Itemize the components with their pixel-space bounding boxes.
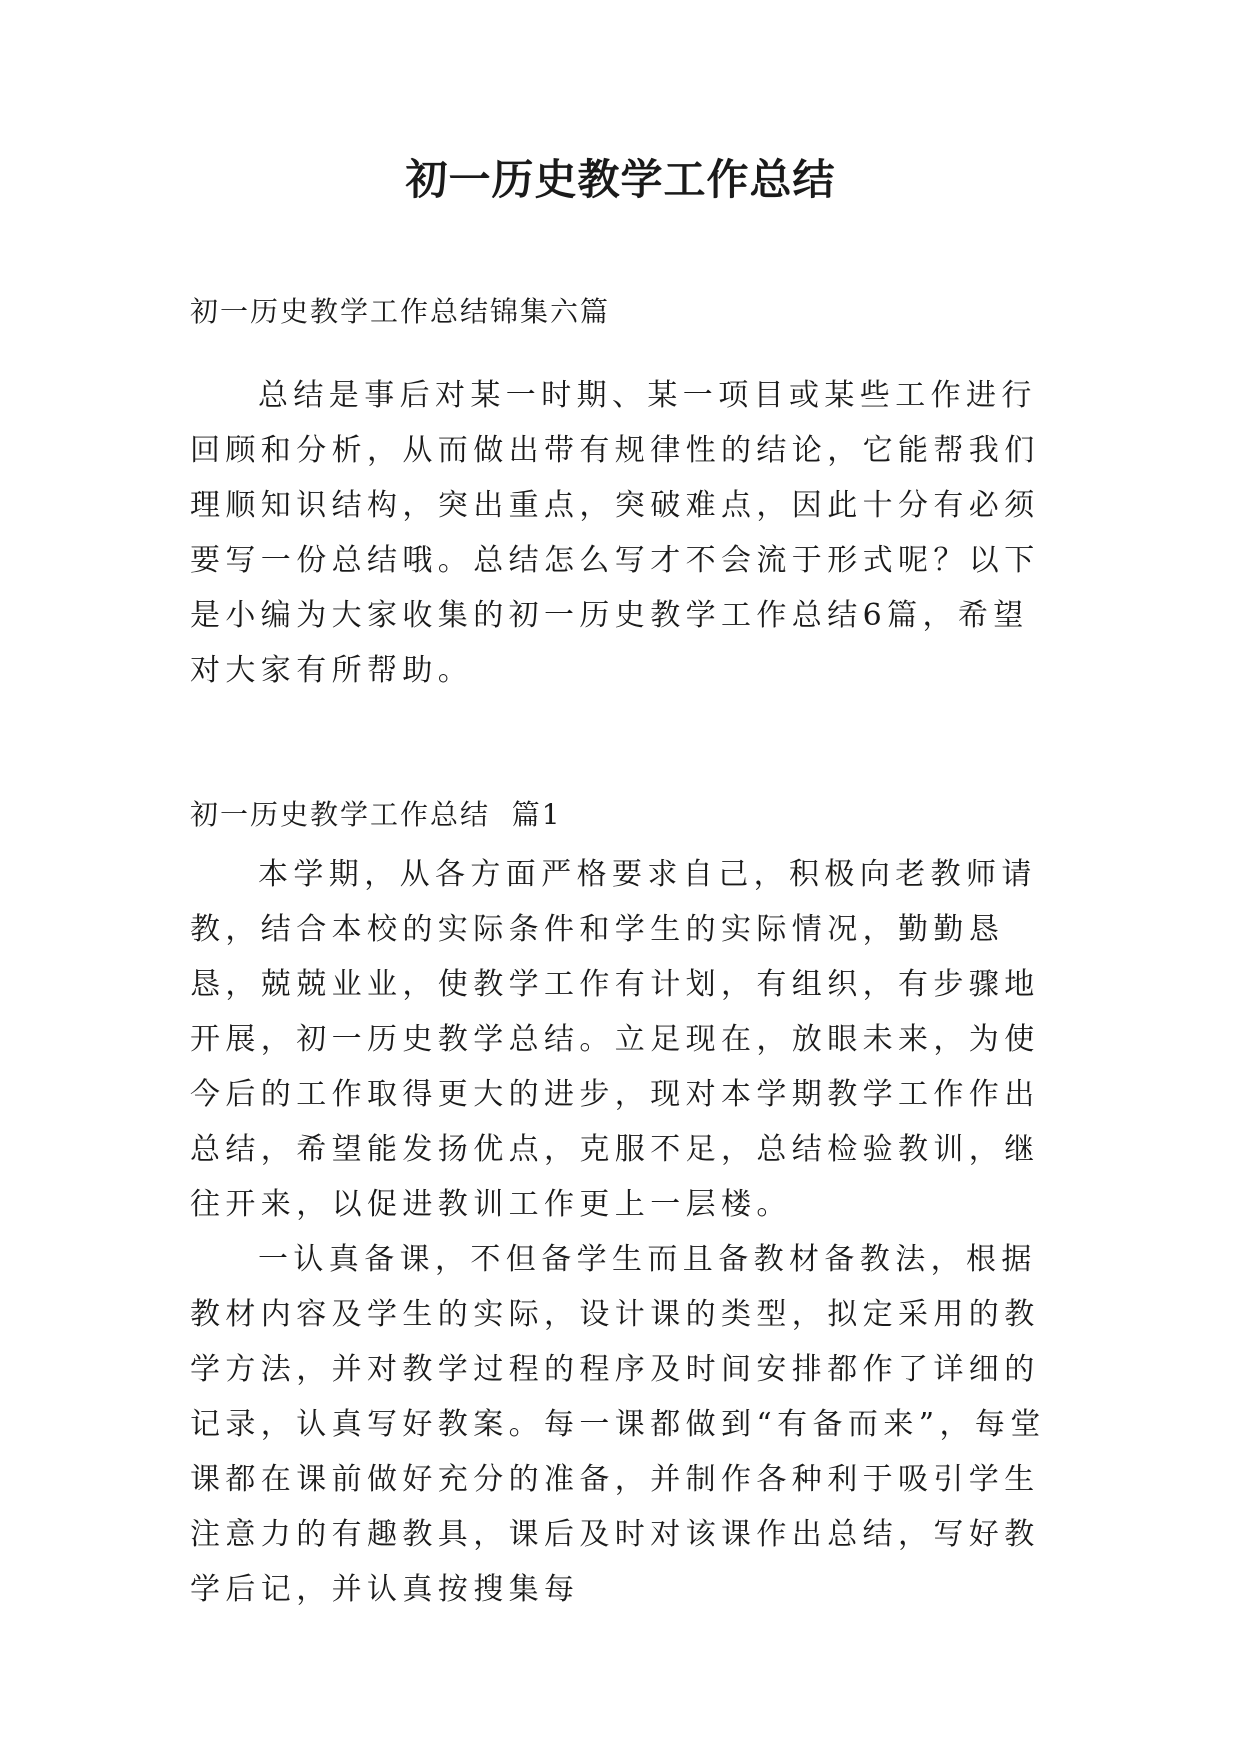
section-heading: 初一历史教学工作总结 篇1	[190, 798, 562, 831]
document-title: 初一历史教学工作总结	[405, 155, 836, 204]
document-subtitle: 初一历史教学工作总结锦集六篇	[190, 295, 611, 328]
body-paragraph-2: 一认真备课，不但备学生而且备教材备教法，根据教材内容及学生的实际，设计课的类型，拟定采用的教学方法，并对教学过程的程序及时间安排都作了详细的记录，认真写好教案。每一课都做到“有备而来”，每堂课都在课前做好充分的准备，并制作各种利于吸引学生注意力的有趣教具，课后及时对该课作出总结，写好教学后记，并认真按搜集每	[190, 1242, 1046, 1607]
intro-block	[190, 368, 1052, 698]
section-body	[190, 847, 1052, 1617]
intro-paragraph: 总结是事后对某一时期、某一项目或某些工作进行回顾和分析，从而做出带有规律性的结论，它能帮我们理顺知识结构，突出重点，突破难点，因此十分有必须要写一份总结哦。总结怎么写才不会流于形式呢？以下是小编为大家收集的初一历史教学工作总结6篇，希望对大家有所帮助。	[190, 378, 1040, 688]
body-paragraph-1: 本学期，从各方面严格要求自己，积极向老教师请教，结合本校的实际条件和学生的实际情况，勤勤恳恳，兢兢业业，使教学工作有计划，有组织，有步骤地开展，初一历史教学总结。立足现在，放眼未来，为使今后的工作取得更大的进步，现对本学期教学工作作出总结，希望能发扬优点，克服不足，总结检验教训，继往开来，以促进教训工作更上一层楼。	[190, 857, 1040, 1222]
